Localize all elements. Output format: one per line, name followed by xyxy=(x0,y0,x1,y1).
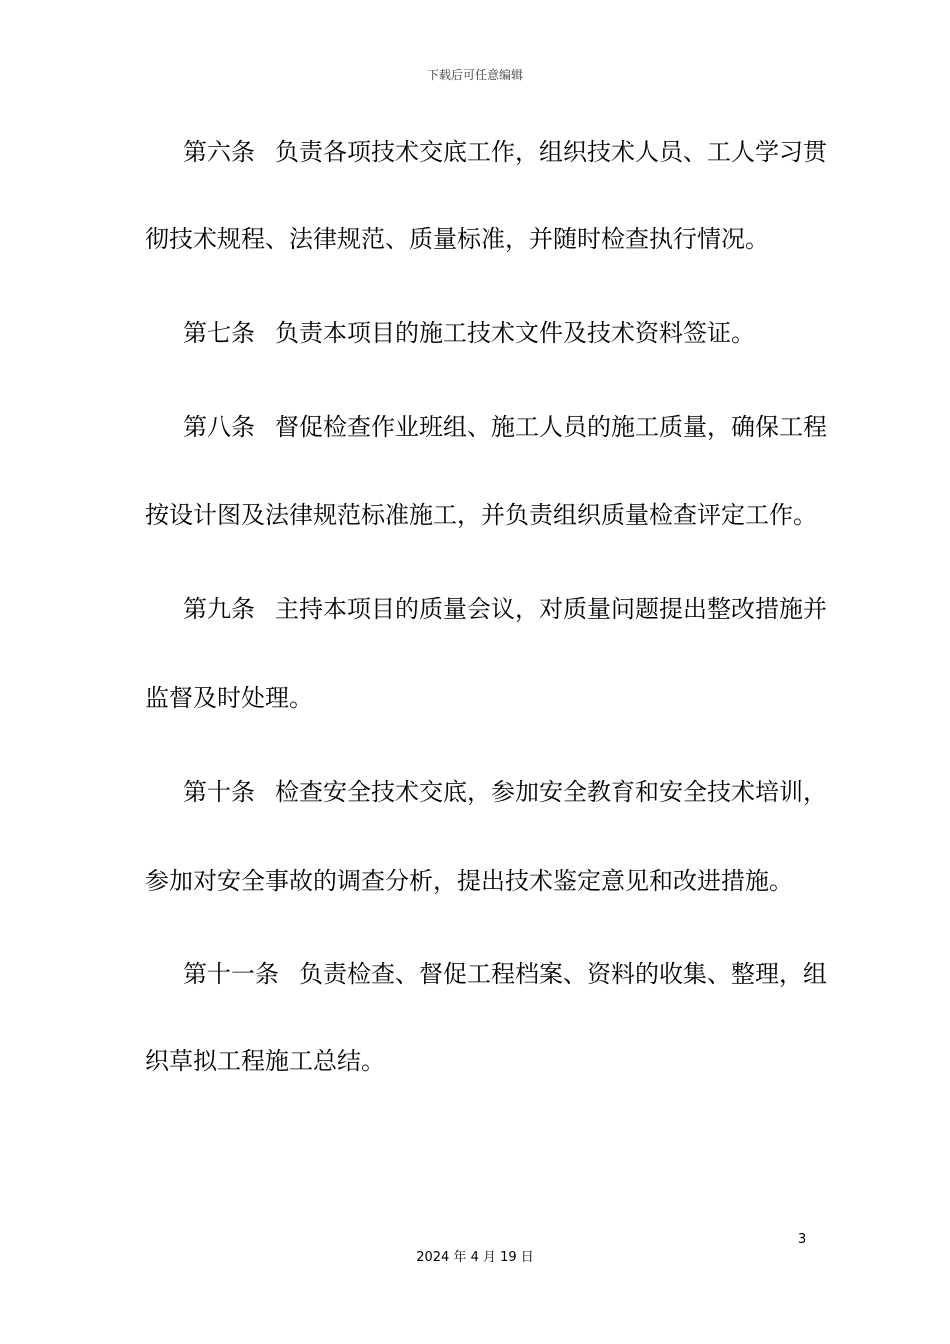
article-11-text: 负责检查、督促工程档案、资料的收集、整理，组 xyxy=(299,960,827,988)
article-8-number: 第八条 xyxy=(183,413,255,441)
article-11-continuation: 织草拟工程施工总结。 xyxy=(145,1047,385,1075)
article-7-text: 负责本项目的施工技术文件及技术资料签证。 xyxy=(275,319,755,347)
page-number: 3 xyxy=(798,1232,807,1247)
article-9-text: 主持本项目的质量会议，对质量问题提出整改措施并 xyxy=(275,595,827,623)
article-7-first-line xyxy=(183,318,755,348)
article-11-number: 第十一条 xyxy=(183,960,279,988)
article-8-continuation: 按设计图及法律规范标准施工，并负责组织质量检查评定工作。 xyxy=(145,501,817,529)
article-8-text: 督促检查作业班组、施工人员的施工质量，确保工程 xyxy=(275,413,827,441)
footer-date: 2024 年 4 月 19 日 xyxy=(416,1250,534,1265)
article-6-number: 第六条 xyxy=(183,138,255,166)
article-10-first-line xyxy=(183,777,827,807)
article-9-first-line xyxy=(183,594,827,624)
article-10-continuation: 参加对安全事故的调查分析，提出技术鉴定意见和改进措施。 xyxy=(145,867,793,895)
article-6-first-line xyxy=(183,137,827,167)
article-6-continuation: 彻技术规程、法律规范、质量标准，并随时检查执行情况。 xyxy=(145,225,769,253)
article-11-first-line xyxy=(183,959,827,989)
article-7-number: 第七条 xyxy=(183,319,255,347)
page-header: 下载后可任意编辑 xyxy=(426,68,523,82)
article-10-text: 检查安全技术交底，参加安全教育和安全技术培训， xyxy=(275,778,827,806)
article-6-text: 负责各项技术交底工作，组织技术人员、工人学习贯 xyxy=(275,138,827,166)
article-10-number: 第十条 xyxy=(183,778,255,806)
article-8-first-line xyxy=(183,412,827,442)
article-9-continuation: 监督及时处理。 xyxy=(145,684,313,712)
article-9-number: 第九条 xyxy=(183,595,255,623)
